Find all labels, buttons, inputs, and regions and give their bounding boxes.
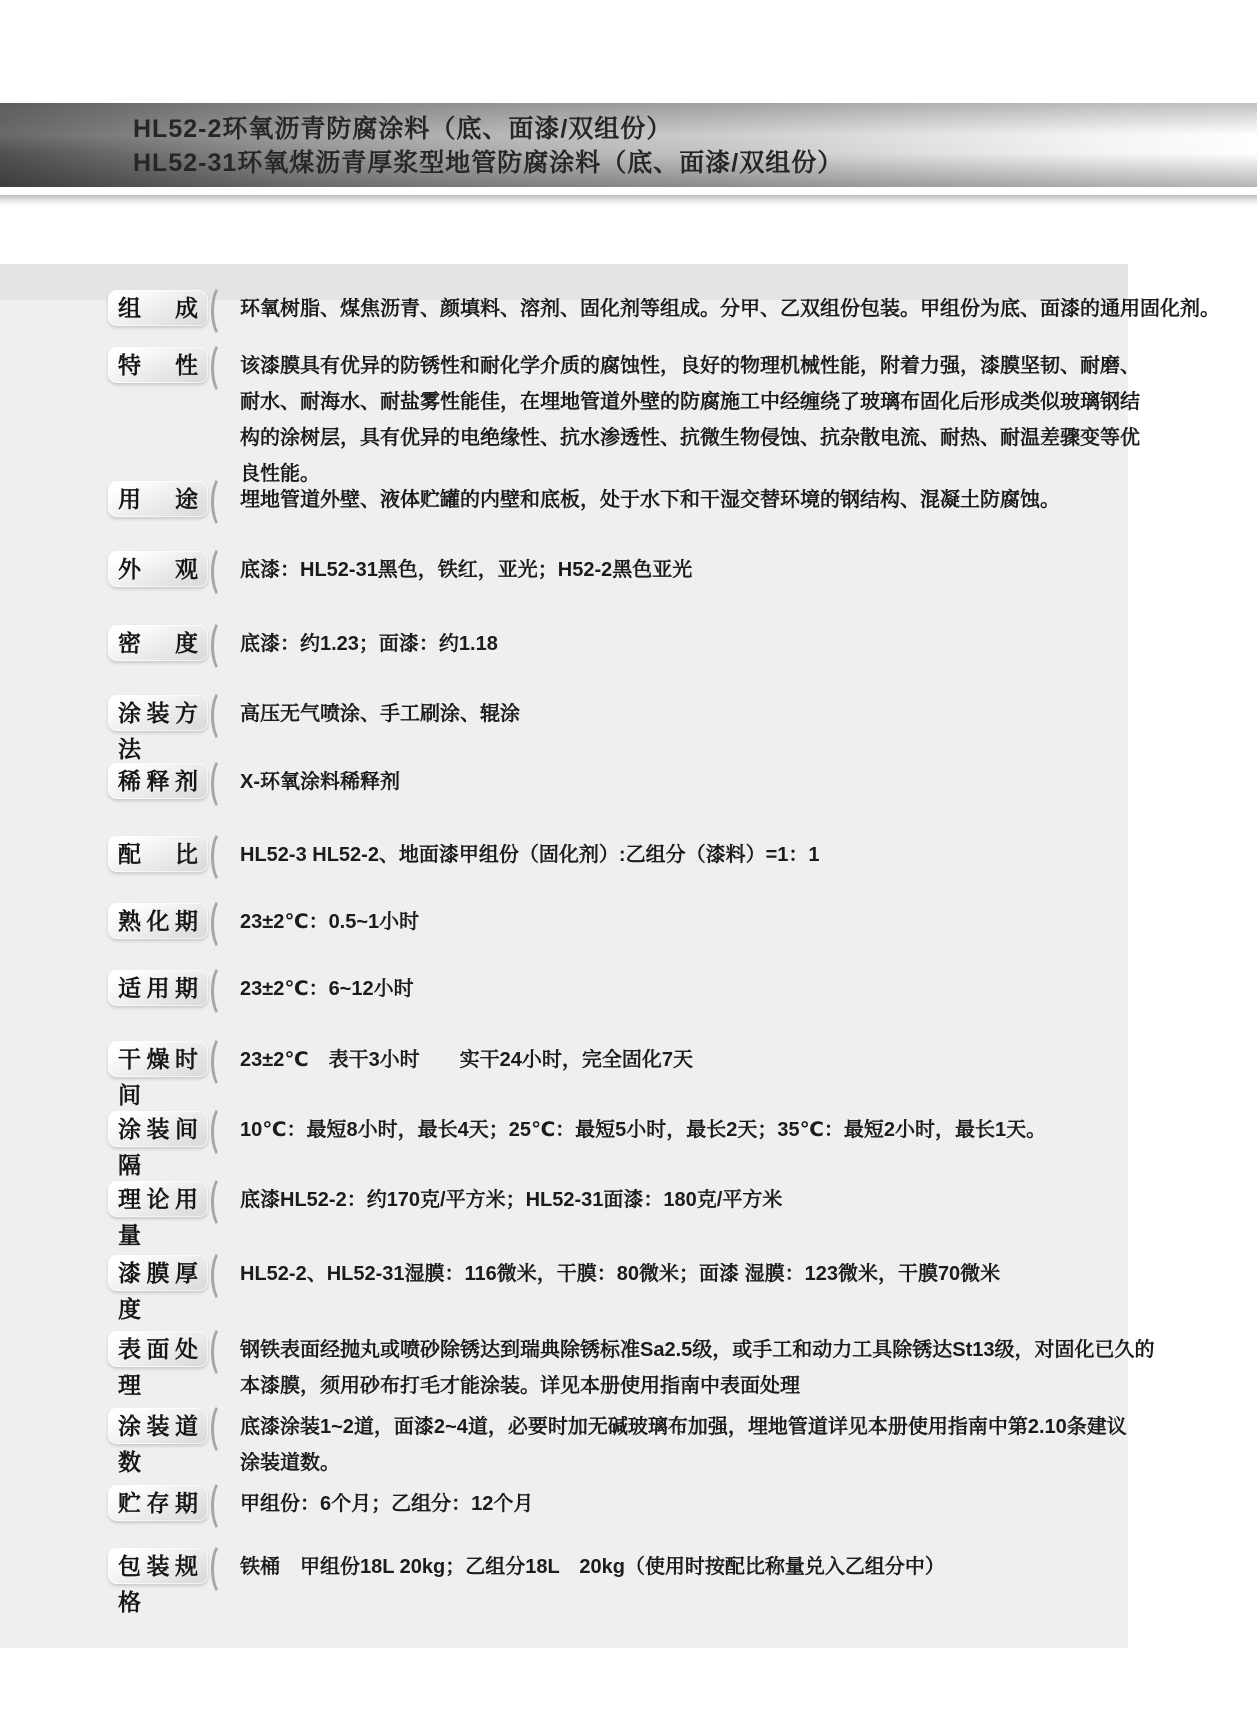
spec-label: 密度: [108, 625, 208, 661]
spec-text-line: 23±2℃：6~12小时: [240, 978, 414, 1000]
spec-text: [240, 348, 1140, 492]
open-paren-icon: [211, 897, 234, 951]
spec-text: [240, 696, 520, 732]
spec-label: 贮存期: [108, 1485, 208, 1521]
spec-text-line: 底漆：约1.23；面漆：约1.18: [240, 633, 498, 655]
page-title-line1: HL52-2环氧沥青防腐涂料（底、面漆/双组份）: [133, 115, 673, 143]
open-paren-icon: [211, 1479, 234, 1533]
spec-text: [240, 1112, 1046, 1148]
page-title-line2: HL52-31环氧煤沥青厚浆型地管防腐涂料（底、面漆/双组份）: [133, 149, 844, 177]
spec-text-line: 23±2℃：0.5~1小时: [240, 911, 420, 933]
open-paren-icon: [211, 1175, 234, 1229]
spec-label: 表面处理: [108, 1331, 208, 1367]
spec-text: [240, 552, 692, 588]
spec-text: [240, 291, 1220, 327]
spec-label: 适用期: [108, 970, 208, 1006]
spec-text-line: 良性能。: [240, 463, 320, 485]
spec-text: [240, 1182, 782, 1218]
open-paren-icon: [211, 689, 234, 743]
open-paren-icon: [211, 1249, 234, 1303]
open-paren-icon: [211, 830, 234, 884]
spec-text-line: HL52-3 HL52-2、地面漆甲组份（固化剂）:乙组分（漆料）=1：1: [240, 844, 820, 866]
spec-text-line: 底漆HL52-2：约170克/平方米；HL52-31面漆：180克/平方米: [240, 1189, 783, 1211]
spec-text: [240, 1256, 1000, 1292]
spec-text: [240, 764, 400, 800]
spec-label: 干燥时间: [108, 1041, 208, 1077]
header-band: [0, 103, 1257, 187]
open-paren-icon: [211, 284, 234, 338]
spec-text-line: 涂装道数。: [240, 1452, 340, 1474]
spec-text-line: 10℃：最短8小时，最长4天；25℃：最短5小时，最长2天；35℃：最短2小时，最长1天。: [240, 1119, 1047, 1141]
page-title: [133, 112, 843, 180]
spec-label: 漆膜厚度: [108, 1255, 208, 1291]
spec-label: 用途: [108, 481, 208, 517]
open-paren-icon: [211, 1542, 234, 1596]
open-paren-icon: [211, 1325, 234, 1379]
spec-text: [240, 837, 820, 873]
open-paren-icon: [211, 341, 234, 395]
spec-text: [240, 1486, 533, 1522]
spec-text: [240, 1409, 1127, 1481]
open-paren-icon: [211, 475, 234, 529]
open-paren-icon: [211, 964, 234, 1018]
spec-label: 涂装间隔: [108, 1111, 208, 1147]
spec-text-line: 底漆：HL52-31黑色，铁红，亚光；H52-2黑色亚光: [240, 559, 693, 581]
spec-text-line: 铁桶 甲组份18L 20kg；乙组分18L 20kg（使用时按配比称量兑入乙组分中）: [240, 1556, 945, 1578]
spec-text-line: 耐水、耐海水、耐盐雾性能佳，在埋地管道外壁的防腐施工中经缠绕了玻璃布固化后形成类似玻璃钢结: [240, 391, 1140, 413]
spec-text-line: 本漆膜，须用砂布打毛才能涂装。详见本册使用指南中表面处理: [240, 1375, 800, 1397]
spec-label: 特性: [108, 347, 208, 383]
spec-text-line: 底漆涂装1~2道，面漆2~4道，必要时加无碱玻璃布加强，埋地管道详见本册使用指南中第2.10条建议: [240, 1416, 1127, 1438]
spec-text: [240, 1332, 1155, 1404]
open-paren-icon: [211, 1402, 234, 1456]
spec-text: [240, 482, 1060, 518]
spec-label: 配比: [108, 836, 208, 872]
spec-label: 涂装方法: [108, 695, 208, 731]
spec-text-line: 环氧树脂、煤焦沥青、颜填料、溶剂、固化剂等组成。分甲、乙双组份包装。甲组份为底、面漆的通用固化剂。: [240, 298, 1220, 320]
open-paren-icon: [211, 619, 234, 673]
spec-text: [240, 1042, 693, 1078]
spec-text: [240, 626, 498, 662]
spec-text-line: 埋地管道外壁、液体贮罐的内壁和底板，处于水下和干湿交替环境的钢结构、混凝土防腐蚀。: [240, 489, 1060, 511]
open-paren-icon: [211, 1035, 234, 1089]
spec-label: 稀释剂: [108, 763, 208, 799]
spec-text-line: 构的涂树层，具有优异的电绝缘性、抗水渗透性、抗微生物侵蚀、抗杂散电流、耐热、耐温差骤变等优: [240, 427, 1140, 449]
spec-label: 包装规格: [108, 1548, 208, 1584]
separator-strip: [0, 195, 1257, 206]
spec-label: 涂装道数: [108, 1408, 208, 1444]
spec-text-line: 钢铁表面经抛丸或喷砂除锈达到瑞典除锈标准Sa2.5级，或手工和动力工具除锈达St13级，对固化已久的: [240, 1339, 1155, 1361]
spec-text-line: 23±2℃ 表干3小时 实干24小时，完全固化7天: [240, 1049, 694, 1071]
spec-text-line: X-环氧涂料稀释剂: [240, 771, 400, 793]
spec-label: 熟化期: [108, 903, 208, 939]
spec-label: 外观: [108, 551, 208, 587]
open-paren-icon: [211, 545, 234, 599]
spec-text: [240, 971, 414, 1007]
open-paren-icon: [211, 757, 234, 811]
open-paren-icon: [211, 1105, 234, 1159]
spec-text-line: 甲组份：6个月；乙组分：12个月: [240, 1493, 534, 1515]
spec-label: 组成: [108, 290, 208, 326]
spec-text: [240, 1549, 945, 1585]
spec-text: [240, 904, 419, 940]
spec-text-line: HL52-2、HL52-31湿膜：116微米，干膜：80微米；面漆 湿膜：123微米，干膜70微米: [240, 1263, 1001, 1285]
spec-label: 理论用量: [108, 1181, 208, 1217]
spec-text-line: 高压无气喷涂、手工刷涂、辊涂: [240, 703, 520, 725]
spec-text-line: 该漆膜具有优异的防锈性和耐化学介质的腐蚀性，良好的物理机械性能，附着力强，漆膜坚韧、耐磨、: [240, 355, 1140, 377]
